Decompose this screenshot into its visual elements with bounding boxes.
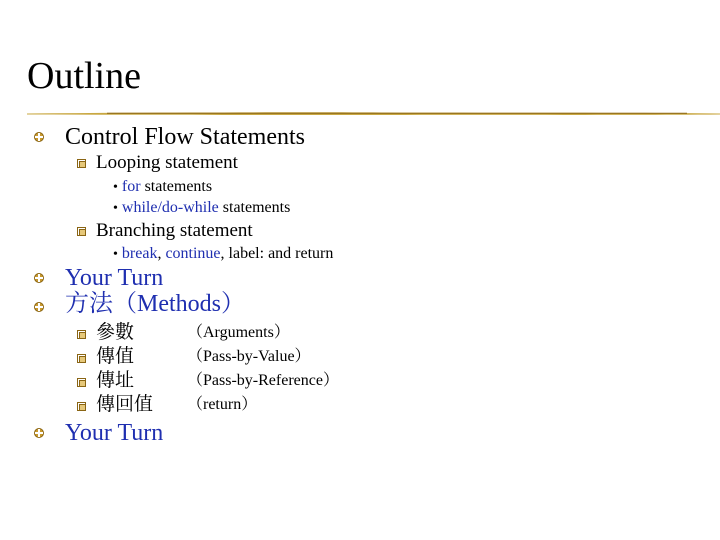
method-item-zh: 參數: [96, 322, 135, 343]
while-keyword: while/do-while: [121, 199, 219, 216]
outline-item-branching: Branching statement: [96, 220, 253, 241]
sub-bullet-icon: [77, 402, 86, 411]
dot-bullet: •: [113, 180, 118, 195]
for-text: statements: [140, 178, 213, 195]
outline-item-looping: Looping statement: [96, 152, 238, 173]
outline-item-methods: 方法（Methods）: [65, 291, 245, 317]
sub-bullet-icon: [77, 330, 86, 339]
outline-item-your-turn: Your Turn: [65, 265, 164, 291]
dot-bullet: •: [113, 247, 118, 262]
method-item-zh: 傳回值: [96, 394, 154, 415]
bullet-icon: [34, 132, 44, 142]
bullet-icon: [34, 273, 44, 283]
sub-bullet-icon: [77, 227, 86, 236]
break-text: , label: and return: [220, 245, 334, 262]
outline-item-for: [113, 177, 212, 197]
outline-item-while: [113, 198, 290, 218]
while-text: statements: [218, 199, 291, 216]
page-title: Outline: [27, 55, 141, 97]
for-keyword: for: [121, 178, 141, 195]
bullet-icon: [34, 428, 44, 438]
outline-item-break: [113, 244, 333, 264]
sub-bullet-icon: [77, 378, 86, 387]
bullet-icon: [34, 302, 44, 312]
break-sep: ,: [157, 245, 166, 262]
method-item-en: （Arguments）: [187, 324, 290, 341]
method-item-zh: 傳址: [96, 370, 135, 391]
continue-keyword: continue: [165, 245, 221, 262]
method-item-zh: 傳值: [96, 346, 135, 367]
dot-bullet: •: [113, 201, 118, 216]
sub-bullet-icon: [77, 159, 86, 168]
method-item-en: （Pass-by-Value）: [187, 348, 311, 365]
outline-item-control-flow: Control Flow Statements: [65, 124, 305, 150]
break-keyword: break: [121, 245, 158, 262]
method-item-en: （Pass-by-Reference）: [187, 372, 339, 389]
outline-item-your-turn-2: Your Turn: [65, 420, 164, 446]
title-divider: [27, 110, 720, 117]
method-item-en: （return）: [187, 396, 258, 413]
sub-bullet-icon: [77, 354, 86, 363]
